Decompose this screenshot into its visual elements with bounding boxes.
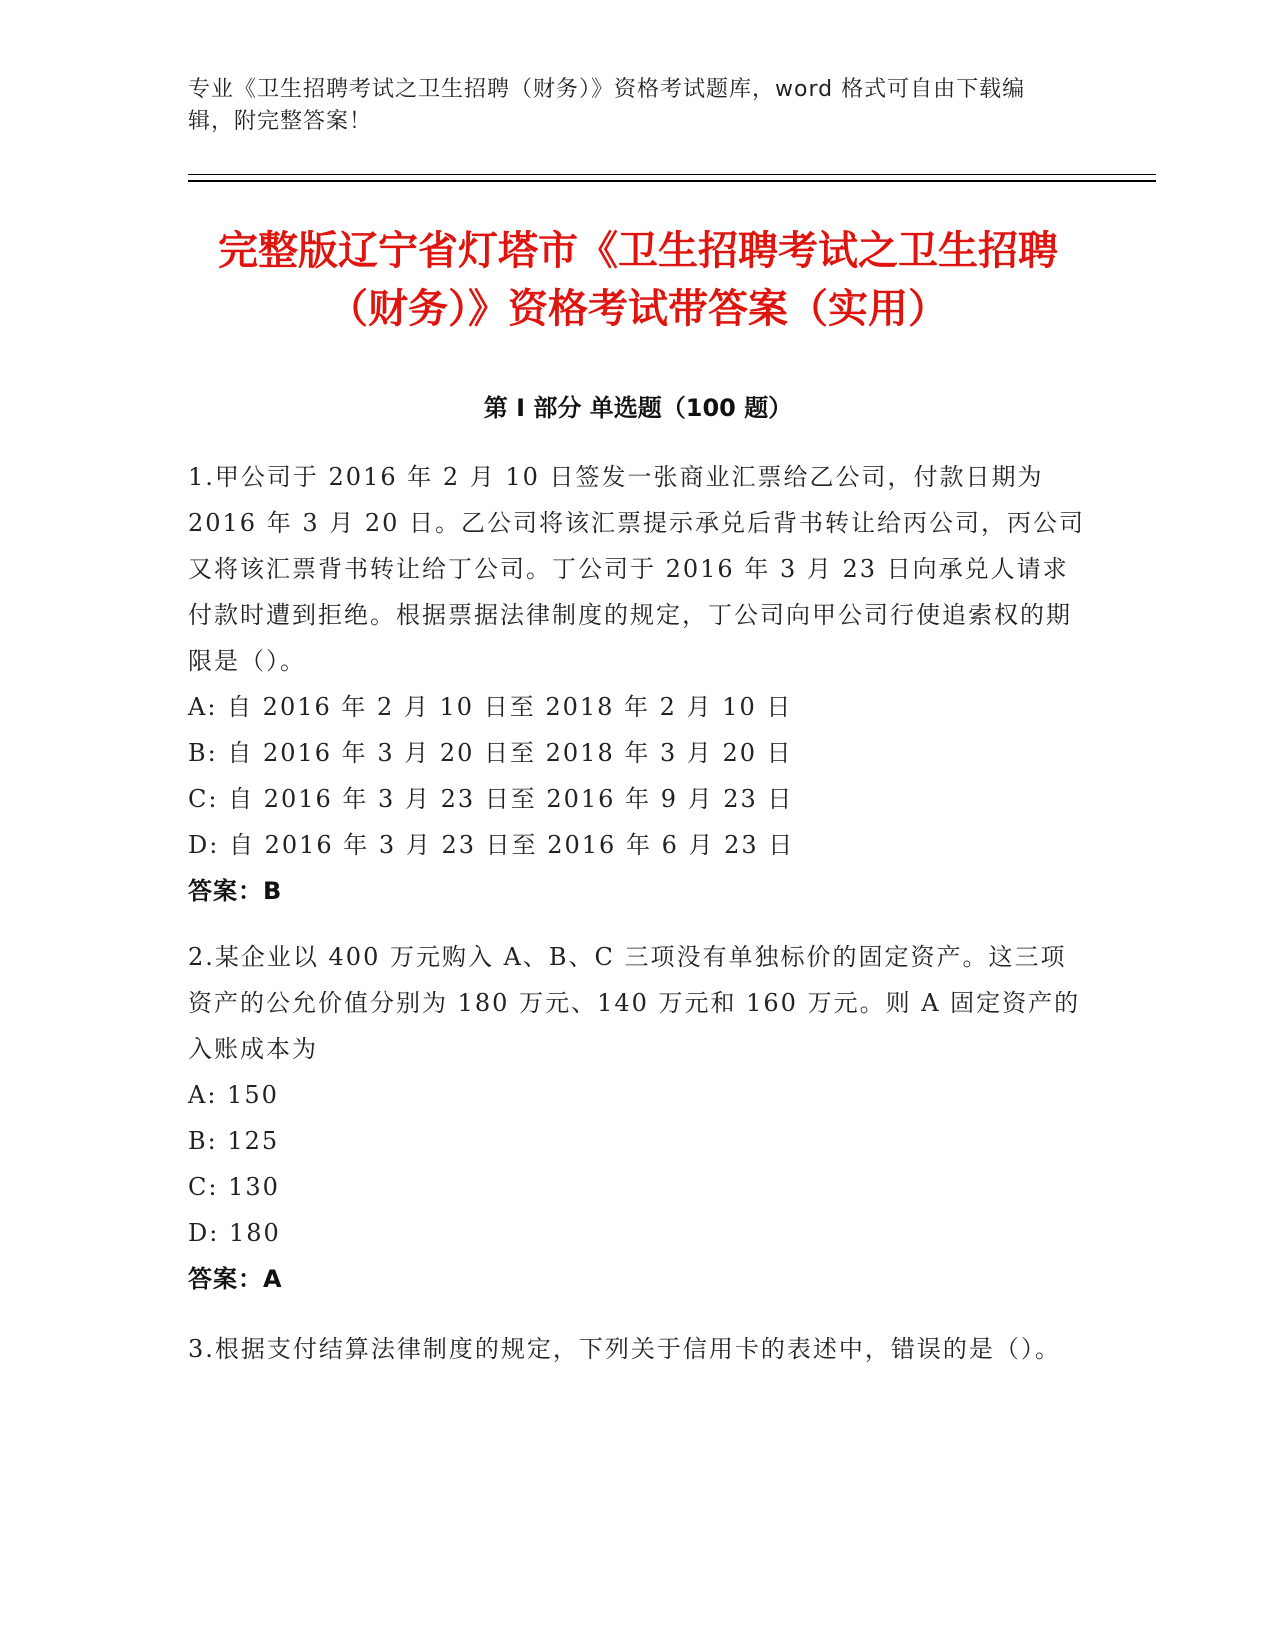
question-2 <box>188 934 1088 1302</box>
option-d: D: 自 2016 年 3 月 23 日至 2016 年 6 月 23 日 <box>188 831 795 859</box>
header-divider-thick <box>188 180 1156 182</box>
document-title: 完整版辽宁省灯塔市《卫生招聘考试之卫生招聘（财务）》资格考试带答案（实用） <box>218 228 1058 332</box>
question-3 <box>188 1326 1088 1372</box>
question-stem: 1.甲公司于 2016 年 2 月 10 日签发一张商业汇票给乙公司，付款日期为 2016 年 3 月 20 日。乙公司将该汇票提示承兑后背书转让给丙公司，丙公司又将该汇票背书转让给丁公司。丁公司于 2016 年 3 月 23 日向承兑人请求付款时遭到拒绝。根据票据法律制度的规定，丁公司向甲公司行使追索权的期限是（）。 <box>188 463 1086 675</box>
option-c: C: 自 2016 年 3 月 23 日至 2016 年 9 月 23 日 <box>188 785 794 813</box>
question-stem: 2.某企业以 400 万元购入 A、B、C 三项没有单独标价的固定资产。这三项资产的公允价值分别为 180 万元、140 万元和 160 万元。则 A 固定资产的入账成本为 <box>188 943 1081 1063</box>
option-b: B: 自 2016 年 3 月 20 日至 2018 年 3 月 20 日 <box>188 739 793 767</box>
option-d: D: 180 <box>188 1219 281 1247</box>
header-divider-thin <box>188 174 1156 175</box>
question-1 <box>188 454 1088 914</box>
section-title: 第 I 部分 单选题（100 题） <box>483 394 793 422</box>
option-b: B: 125 <box>188 1127 280 1155</box>
question-stem: 3.根据支付结算法律制度的规定，下列关于信用卡的表述中，错误的是（）。 <box>188 1335 1061 1363</box>
option-a: A: 自 2016 年 2 月 10 日至 2018 年 2 月 10 日 <box>188 693 793 721</box>
option-a: A: 150 <box>188 1081 279 1109</box>
answer: 答案：A <box>188 1265 283 1293</box>
option-c: C: 130 <box>188 1173 280 1201</box>
answer: 答案：B <box>188 877 283 905</box>
header-note: 专业《卫生招聘考试之卫生招聘（财务）》资格考试题库，word 格式可自由下载编辑，附完整答案！ <box>188 77 1026 134</box>
